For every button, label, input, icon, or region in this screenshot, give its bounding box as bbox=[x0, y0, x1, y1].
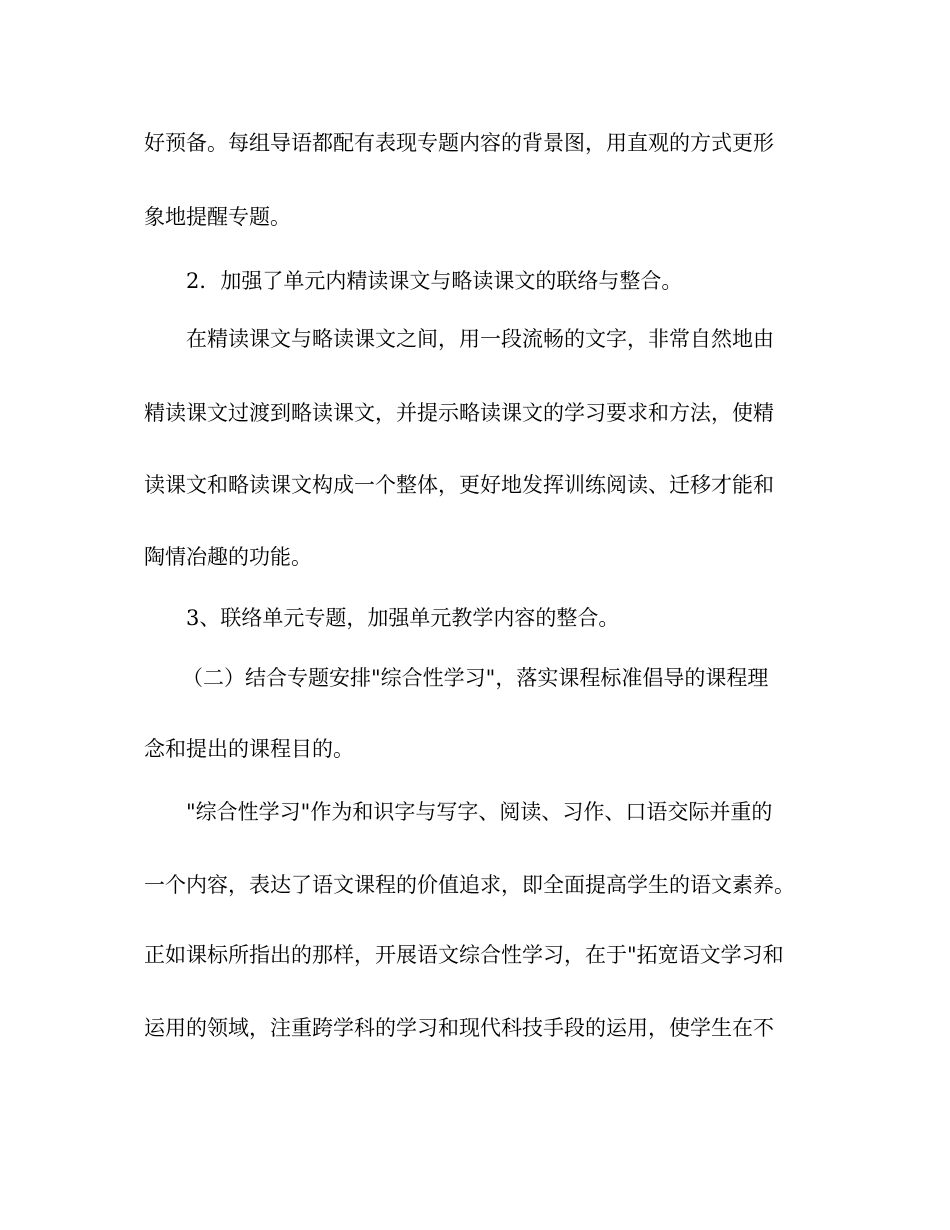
paragraph-line-3: 在精读课文与略读课文之间，用一段流畅的文字，非常自然地由 bbox=[186, 327, 774, 351]
section-heading-two: （二）结合专题安排"综合性学习"，落实课程标准倡导的课程理 bbox=[182, 666, 769, 690]
section-heading-2: 2．加强了单元内精读课文与略读课文的联络与整合。 bbox=[186, 269, 683, 293]
paragraph-line-11: 运用的领域，注重跨学科的学习和现代科技手段的运用，使学生在不 bbox=[144, 1016, 774, 1040]
paragraph-line-6: 陶情冶趣的功能。 bbox=[144, 545, 312, 569]
paragraph-line-7: 念和提出的课程目的。 bbox=[144, 737, 354, 761]
paragraph-line-1: 好预备。每组导语都配有表现专题内容的背景图，用直观的方式更形 bbox=[144, 131, 774, 155]
section-heading-3: 3、联络单元专题，加强单元教学内容的整合。 bbox=[186, 606, 620, 630]
paragraph-line-10: 正如课标所指出的那样，开展语文综合性学习，在于"拓宽语文学习和 bbox=[144, 943, 784, 967]
paragraph-line-9: 一个内容，表达了语文课程的价值追求，即全面提高学生的语文素养。 bbox=[144, 873, 795, 897]
paragraph-line-2: 象地提醒专题。 bbox=[144, 205, 291, 229]
paragraph-line-5: 读课文和略读课文构成一个整体，更好地发挥训练阅读、迁移才能和 bbox=[144, 473, 774, 497]
paragraph-line-4: 精读课文过渡到略读课文，并提示略读课文的学习要求和方法，使精 bbox=[144, 401, 774, 425]
paragraph-line-8: "综合性学习"作为和识字与写字、阅读、习作、口语交际并重的 bbox=[186, 800, 773, 824]
